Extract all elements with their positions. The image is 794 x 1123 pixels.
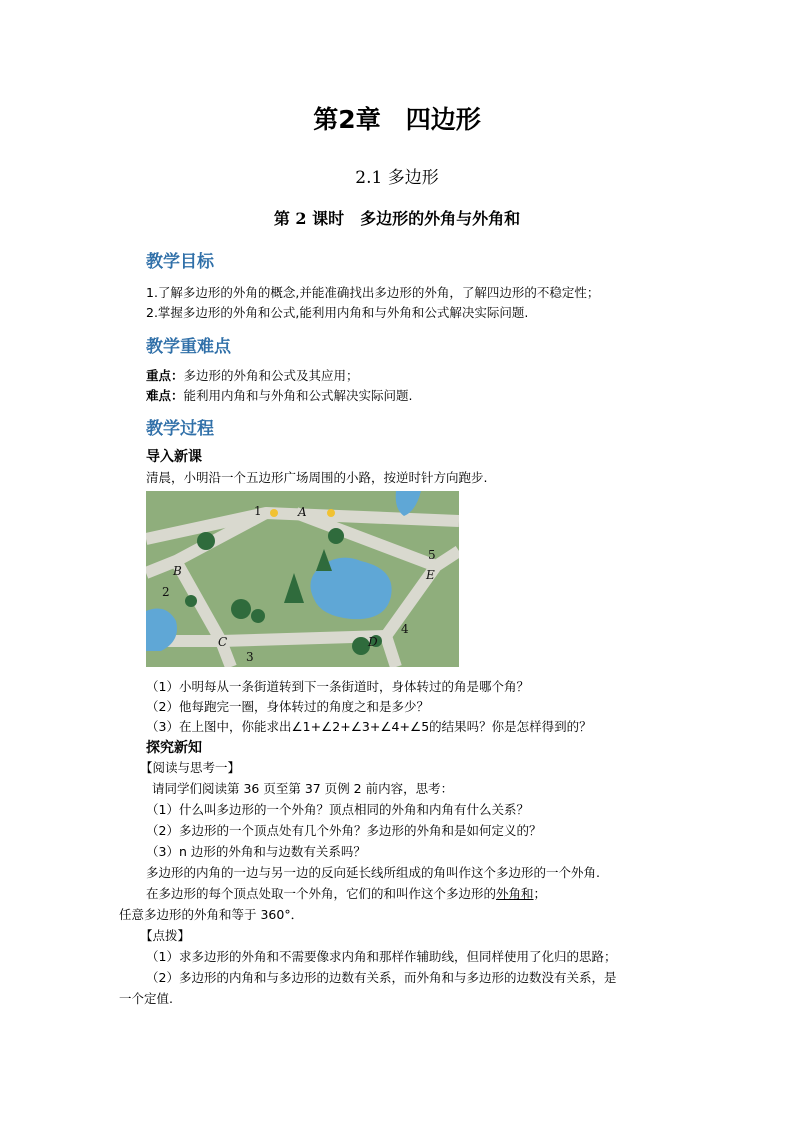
- process-heading: 教学过程: [146, 419, 214, 439]
- difficult-point-line: [146, 386, 413, 404]
- key-text: 多边形的外角和公式及其应用；: [183, 368, 359, 383]
- tree: [231, 599, 251, 619]
- label-C: C: [218, 635, 228, 649]
- tips-heading: 【点拨】: [140, 928, 191, 943]
- label-E: E: [426, 568, 435, 582]
- label-3: 3: [246, 650, 254, 664]
- label-D: D: [368, 635, 378, 649]
- park-map-illustration: [146, 491, 459, 667]
- difficult-text: 能利用内角和与外角和公式解决实际问题.: [183, 388, 413, 403]
- key-label: 重点：: [146, 368, 184, 383]
- sum-def-prefix: 在多边形的每个顶点处取一个外角，它们的和叫作这个多边形的: [146, 886, 497, 901]
- label-A: A: [298, 505, 307, 519]
- key-point-line: [146, 366, 359, 384]
- intro-text: 清晨，小明沿一个五边形广场周围的小路，按逆时针方向跑步.: [146, 470, 488, 485]
- think-item-2: （2）多边形的一个顶点处有几个外角？多边形的外角和是如何定义的？: [146, 823, 542, 838]
- sum-def-term: 外角和: [496, 886, 534, 901]
- explore-heading: 探究新知: [146, 740, 202, 756]
- tree: [328, 528, 344, 544]
- label-5: 5: [428, 548, 436, 562]
- label-2: 2: [162, 585, 170, 599]
- runner: [270, 509, 278, 517]
- sum-value: 任意多边形的外角和等于 360°．: [119, 907, 304, 922]
- difficult-label: 难点：: [146, 388, 184, 403]
- question-2: （2）他每跑完一圈，身体转过的角度之和是多少？: [146, 699, 429, 714]
- goal-item-2: 2.掌握多边形的外角和公式,能利用内角和与外角和公式解决实际问题.: [146, 305, 529, 320]
- goals-heading: 教学目标: [146, 252, 214, 272]
- chapter-title: 第2章 四边形: [313, 105, 481, 134]
- intro-heading: 导入新课: [146, 449, 202, 465]
- tree: [185, 595, 197, 607]
- tip-1: （1）求多边形的外角和不需要像求内角和那样作辅助线，但同样使用了化归的思路；: [146, 949, 617, 964]
- lesson-title: 第 2 课时 多边形的外角与外角和: [273, 209, 521, 228]
- sum-def-suffix: ；: [533, 886, 547, 901]
- tree: [251, 609, 265, 623]
- tip-2-continued: 一个定值.: [119, 991, 173, 1006]
- think-item-1: （1）什么叫多边形的一个外角？顶点相同的外角和内角有什么关系？: [146, 802, 529, 817]
- label-4: 4: [401, 622, 409, 636]
- sum-definition: [146, 884, 546, 902]
- runner: [327, 509, 335, 517]
- key-points-heading: 教学重难点: [146, 337, 231, 357]
- label-B: B: [173, 564, 182, 578]
- question-1: （1）小明每从一条街道转到下一条街道时，身体转过的角是哪个角？: [146, 679, 529, 694]
- tip-2: （2）多边形的内角和与多边形的边数有关系，而外角和与多边形的边数没有关系，是: [146, 970, 617, 985]
- goal-item-1: 1.了解多边形的外角的概念,并能准确找出多边形的外角，了解四边形的不稳定性；: [146, 285, 600, 300]
- think-item-3: （3）n 边形的外角和与边数有关系吗？: [146, 844, 366, 859]
- label-1: 1: [254, 504, 262, 518]
- tree: [197, 532, 215, 550]
- question-3: （3）在上图中，你能求出∠1+∠2+∠3+∠4+∠5的结果吗？你是怎样得到的？: [146, 719, 592, 734]
- read-intro: 请同学们阅读第 36 页至第 37 页例 2 前内容，思考：: [152, 781, 454, 796]
- definition-text: 多边形的内角的一边与另一边的反向延长线所组成的角叫作这个多边形的一个外角.: [146, 865, 600, 880]
- read-heading: 【阅读与思考一】: [140, 760, 241, 775]
- section-title: 2.1 多边形: [355, 168, 439, 188]
